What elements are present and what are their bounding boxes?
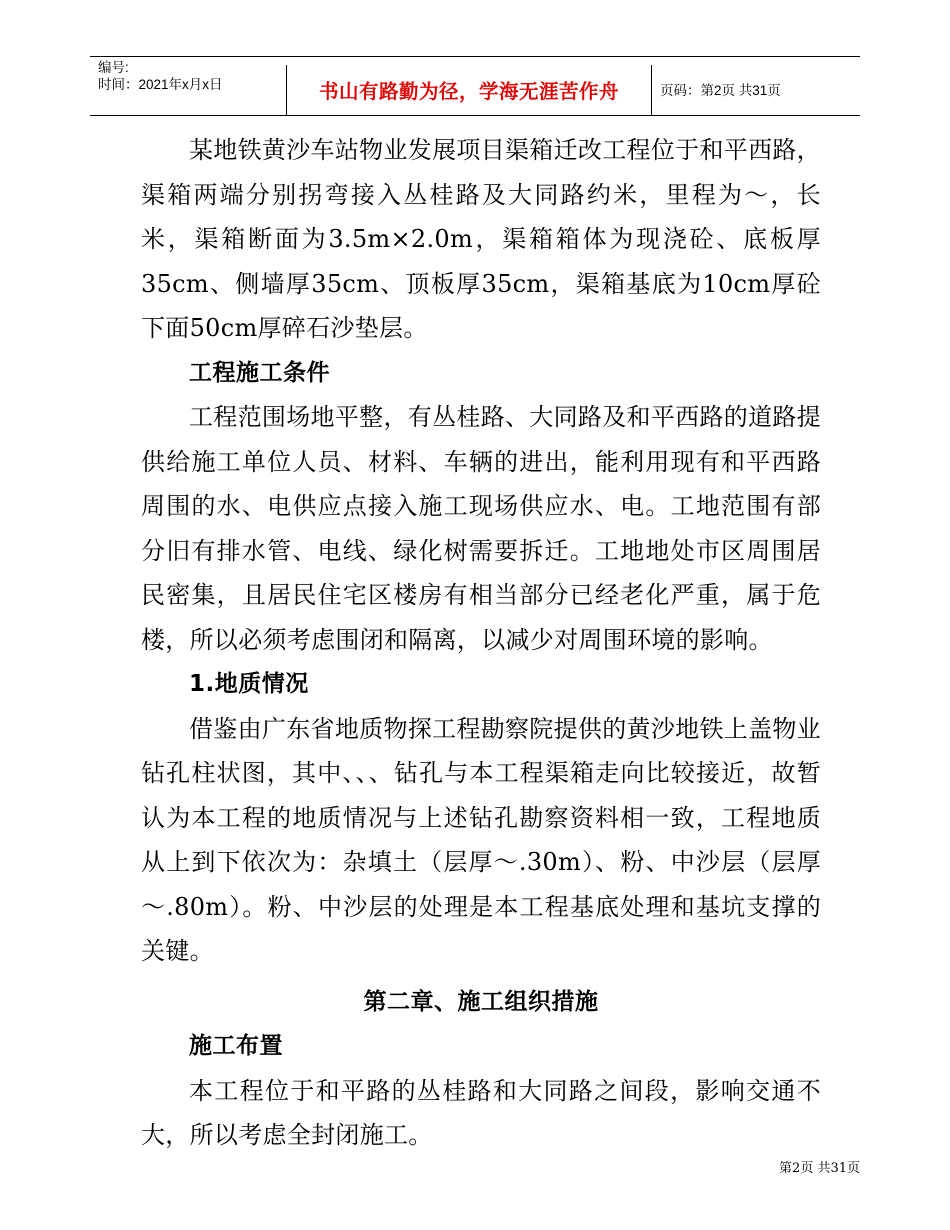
document-body: [141, 128, 821, 1158]
chapter-title: 第二章、施工组织措施: [363, 988, 599, 1015]
time-label: 时间：2021年x月x日: [98, 77, 223, 92]
page-header: [90, 56, 860, 116]
paragraph-construction-conditions: 工程范围场地平整，有丛桂路、大同路及和平西路的道路提供给施工单位人员、材料、车辆的进出，能利用现有和平西路周围的水、电供应点接入施工现场供应水、电。工地范围有部分旧有排水管、电线、绿化树需要拆迁。工地地处市区周围居民密集，且居民住宅区楼房有相当部分已经老化严重，属于危楼，所以必须考虑围闭和隔离，以减少对周围环境的影响。: [141, 403, 821, 654]
footer-page-number: 第2页 共31页: [779, 1161, 860, 1176]
paragraph-project-overview: 某地铁黄沙车站物业发展项目渠箱迁改工程位于和平西路，渠箱两端分别拐弯接入丛桂路及大同路约米，里程为～，长米，渠箱断面为3.5m×2.0m，渠箱箱体为现浇砼、底板厚35cm、侧墙厚35cm、顶板厚35cm，渠箱基底为10cm厚砼下面50cm厚碎石沙垫层。: [141, 136, 821, 342]
motto-box: [286, 65, 652, 115]
header-page-number: 页码：第2页 共31页: [660, 83, 781, 98]
doc-number-label: 编号:: [98, 60, 129, 75]
heading-layout: 施工布置: [189, 1033, 283, 1059]
header-meta: [98, 59, 288, 93]
heading-geology: 1.地质情况: [189, 671, 309, 697]
paragraph-layout: 本工程位于和平路的丛桂路和大同路之间段，影响交通不大，所以考虑全封闭施工。: [141, 1076, 821, 1149]
heading-construction-conditions: 工程施工条件: [189, 359, 330, 386]
paragraph-geology: 借鉴由广东省地质物探工程勘察院提供的黄沙地铁上盖物业钻孔柱状图，其中、、、钻孔与本工程渠箱走向比较接近，故暂认为本工程的地质情况与上述钻孔勘察资料相一致，工程地质从上到下依次为：杂填土（层厚～.30m）、粉、中沙层（层厚～.80m）。粉、中沙层的处理是本工程基底处理和基坑支撑的关键。: [141, 714, 821, 965]
motto: 书山有路勤为径，学海无涯苦作舟: [318, 80, 619, 103]
